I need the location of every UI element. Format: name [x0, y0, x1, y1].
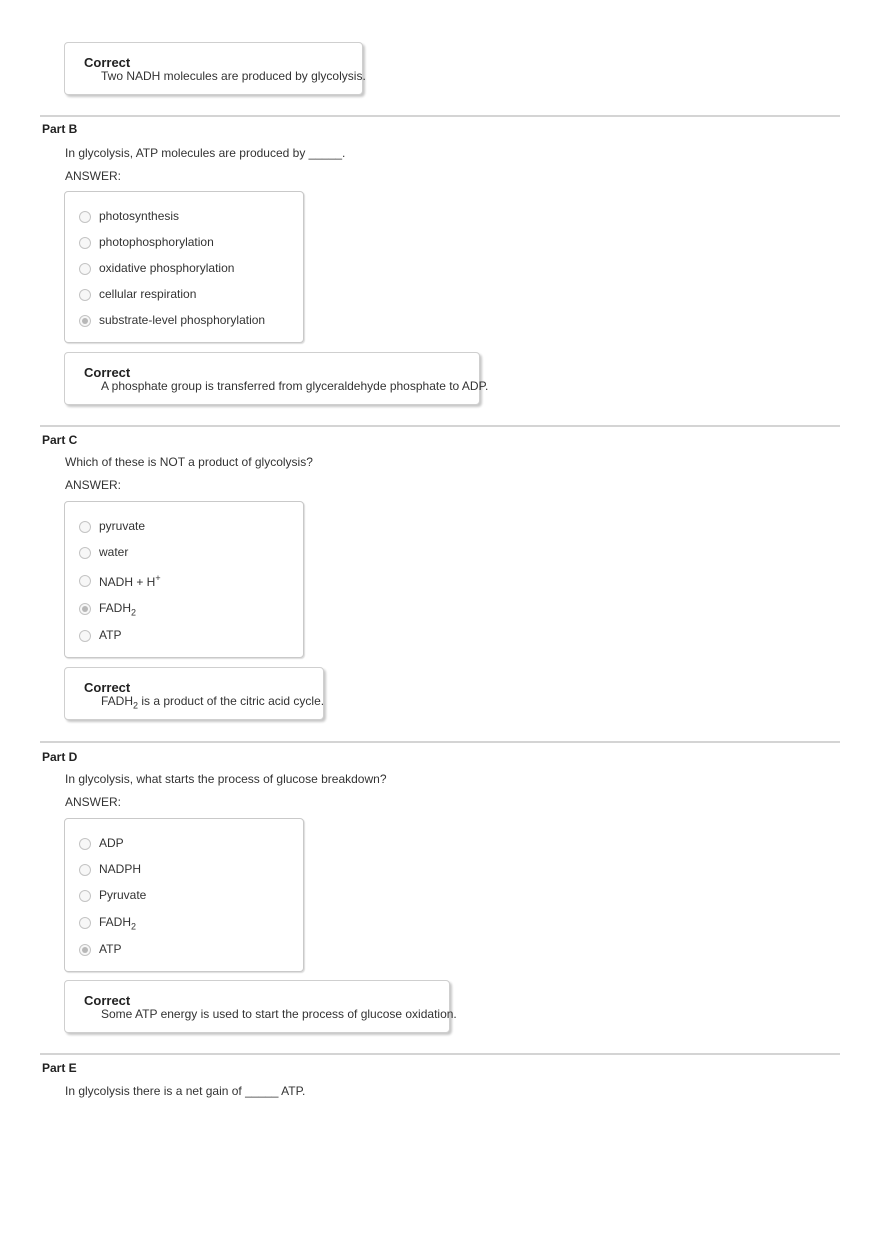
- option-label: cellular respiration: [99, 287, 197, 301]
- feedback-text: Two NADH molecules are produced by glycolysis.: [101, 69, 366, 83]
- option-label: [99, 573, 161, 589]
- option-label: pyruvate: [99, 519, 146, 533]
- option-substrate-level-phosphorylation[interactable]: [65, 312, 303, 332]
- option-oxidative-phosphorylation[interactable]: [65, 260, 303, 280]
- option-photophosphorylation[interactable]: [65, 234, 303, 254]
- divider: [40, 115, 840, 117]
- divider: [40, 741, 840, 743]
- option-fadh2[interactable]: [65, 914, 303, 934]
- part-b-question: In glycolysis, ATP molecules are produced by _____.: [65, 146, 346, 160]
- part-b-answer-label: ANSWER:: [65, 169, 122, 183]
- option-pyruvate[interactable]: [65, 887, 303, 907]
- feedback-text: Some ATP energy is used to start the process of glucose oxidation.: [101, 1007, 457, 1021]
- option-adp[interactable]: [65, 835, 303, 855]
- feedback-title: Correct: [84, 993, 131, 1008]
- option-label: water: [99, 545, 129, 559]
- part-b-answer-box: [64, 191, 304, 343]
- option-photosynthesis[interactable]: [65, 208, 303, 228]
- radio-button-selected[interactable]: [79, 603, 91, 615]
- option-text: FADH: [99, 915, 132, 929]
- feedback-text-post: is a product of the citric acid cycle.: [138, 694, 325, 708]
- option-text: FADH: [99, 601, 132, 615]
- option-nadph[interactable]: [65, 861, 303, 881]
- option-label: photophosphorylation: [99, 235, 214, 249]
- part-c-title: Part C: [42, 433, 78, 447]
- radio-button-selected[interactable]: [79, 944, 91, 956]
- radio-button[interactable]: [79, 547, 91, 559]
- option-label: ATP: [99, 942, 122, 956]
- option-label: photosynthesis: [99, 209, 180, 223]
- part-d-answer-box: [64, 818, 304, 972]
- radio-button[interactable]: [79, 864, 91, 876]
- part-d-question: In glycolysis, what starts the process of glucose breakdown?: [65, 772, 387, 786]
- radio-button[interactable]: [79, 289, 91, 301]
- option-cellular-respiration[interactable]: [65, 286, 303, 306]
- radio-button[interactable]: [79, 521, 91, 533]
- radio-button[interactable]: [79, 237, 91, 249]
- superscript: +: [155, 573, 161, 583]
- feedback-title: Correct: [84, 680, 131, 695]
- part-d-answer-label: ANSWER:: [65, 795, 122, 809]
- radio-button[interactable]: [79, 211, 91, 223]
- part-a-feedback: [64, 42, 366, 95]
- part-e-question: In glycolysis there is a net gain of _____ ATP.: [65, 1084, 306, 1098]
- part-c-answer-box: [64, 501, 304, 658]
- part-c-answer-label: ANSWER:: [65, 478, 122, 492]
- option-atp[interactable]: [65, 941, 303, 961]
- subscript: 2: [131, 921, 137, 932]
- option-label: NADPH: [99, 862, 142, 876]
- feedback-text: A phosphate group is transferred from glyceraldehyde phosphate to ADP.: [101, 379, 489, 393]
- divider: [40, 1053, 840, 1055]
- option-label: oxidative phosphorylation: [99, 261, 235, 275]
- option-label: Pyruvate: [99, 888, 147, 902]
- feedback-title: Correct: [84, 365, 131, 380]
- radio-button-selected[interactable]: [79, 315, 91, 327]
- option-water[interactable]: [65, 544, 303, 564]
- feedback-title: Correct: [84, 55, 131, 70]
- part-b-title: Part B: [42, 122, 78, 136]
- part-d-title: Part D: [42, 750, 78, 764]
- radio-button[interactable]: [79, 890, 91, 902]
- radio-button[interactable]: [79, 630, 91, 642]
- option-atp[interactable]: [65, 627, 303, 647]
- radio-button[interactable]: [79, 917, 91, 929]
- radio-button[interactable]: [79, 263, 91, 275]
- option-label: [99, 601, 136, 617]
- option-label: ADP: [99, 836, 124, 850]
- subscript: 2: [131, 607, 137, 618]
- part-c-question: Which of these is NOT a product of glycolysis?: [65, 455, 313, 469]
- part-b-feedback: [64, 352, 489, 405]
- part-c-feedback: [64, 667, 324, 720]
- option-text: NADH + H: [99, 575, 156, 589]
- option-pyruvate[interactable]: [65, 518, 303, 538]
- option-label: [99, 915, 136, 931]
- option-label: substrate-level phosphorylation: [99, 313, 266, 327]
- subscript: 2: [133, 700, 139, 711]
- part-d-feedback: [64, 980, 457, 1033]
- feedback-text-pre: FADH: [101, 694, 134, 708]
- radio-button[interactable]: [79, 838, 91, 850]
- option-label: ATP: [99, 628, 122, 642]
- option-nadh[interactable]: [65, 572, 303, 592]
- option-fadh2[interactable]: [65, 600, 303, 620]
- radio-button[interactable]: [79, 575, 91, 587]
- part-e-title: Part E: [42, 1061, 77, 1075]
- divider: [40, 425, 840, 427]
- feedback-text: [101, 694, 324, 710]
